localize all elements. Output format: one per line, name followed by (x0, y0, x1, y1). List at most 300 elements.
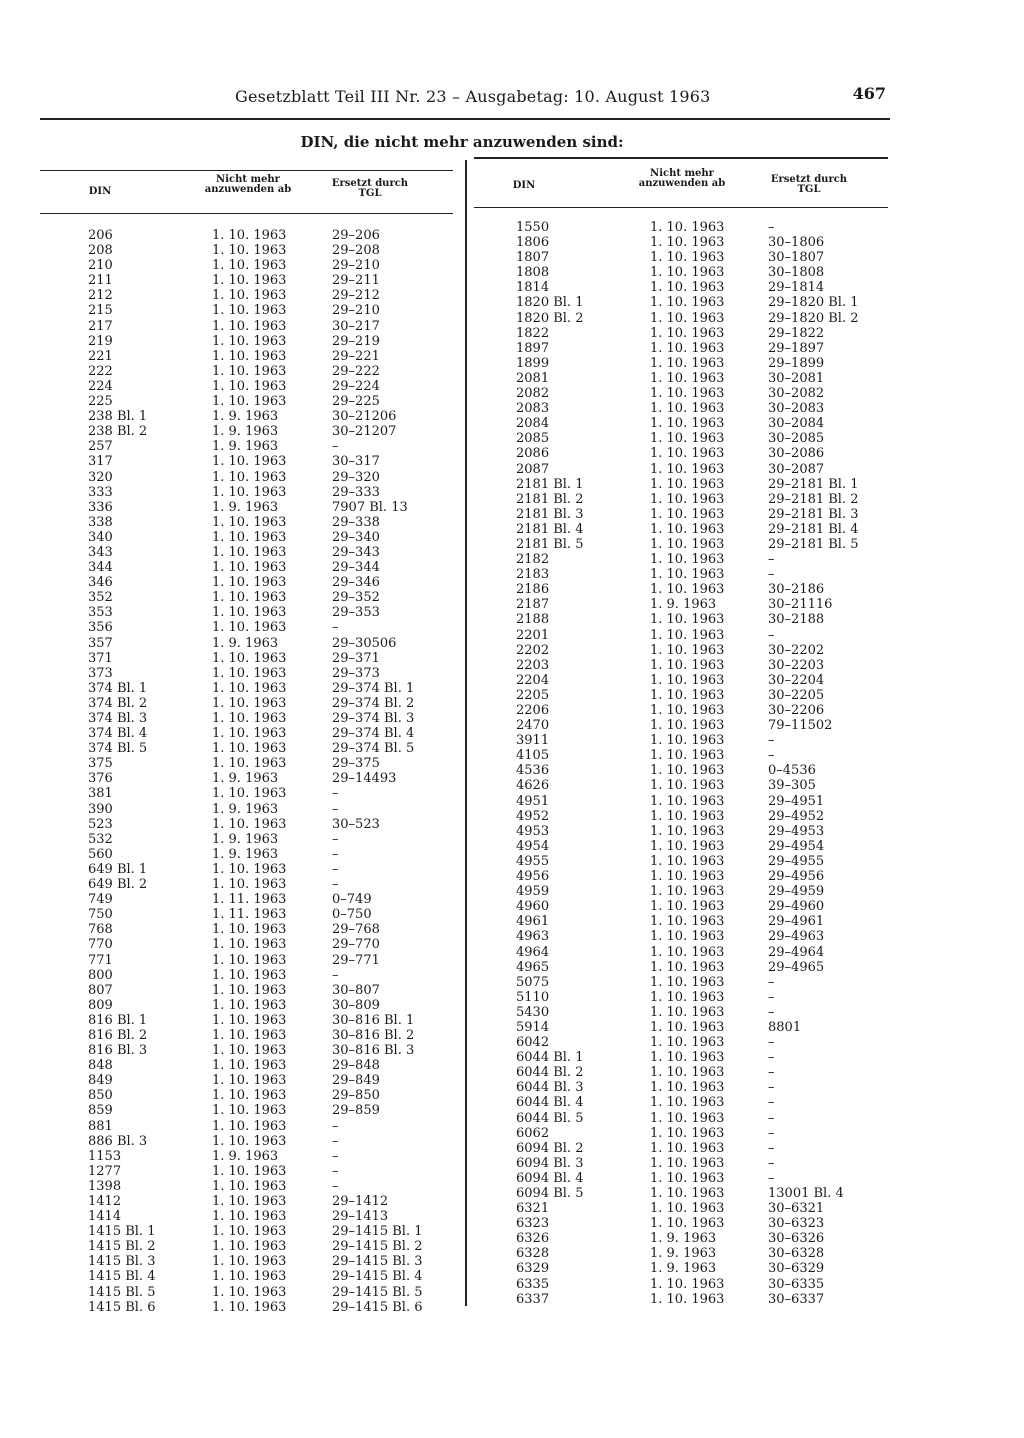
din-number: 850 (88, 1088, 113, 1104)
table-row (40, 726, 453, 741)
replacement-tgl: 29–208 (332, 243, 380, 259)
table-row (40, 877, 453, 892)
replacement-tgl: 30–2081 (768, 370, 825, 386)
table-row (40, 1134, 453, 1149)
replacement-tgl: 29–375 (332, 756, 380, 772)
table-row (474, 1065, 888, 1080)
withdrawal-date: 1. 10. 1963 (650, 431, 725, 447)
replacement-tgl: 29–1897 (768, 340, 825, 356)
withdrawal-date: 1. 10. 1963 (212, 243, 287, 259)
withdrawal-date: 1. 10. 1963 (212, 590, 287, 606)
replacement-tgl: 13001 Bl. 4 (768, 1186, 844, 1201)
din-number: 1822 (516, 325, 550, 341)
withdrawal-date: 1. 10. 1963 (650, 446, 725, 462)
replacement-tgl: 30–21206 (332, 409, 397, 425)
din-number: 1415 Bl. 5 (88, 1284, 156, 1300)
withdrawal-date: 1. 10. 1963 (212, 1284, 287, 1300)
withdrawal-date: 1. 10. 1963 (650, 869, 725, 885)
table-row (40, 1269, 453, 1284)
table-row (474, 703, 888, 718)
withdrawal-date: 1. 10. 1963 (212, 318, 287, 334)
table-row (40, 1179, 453, 1194)
din-number: 6323 (516, 1216, 550, 1232)
table-row (474, 295, 888, 310)
table-row (474, 658, 888, 673)
withdrawal-date: 1. 10. 1963 (650, 280, 725, 296)
replacement-tgl: 30–2204 (768, 672, 825, 688)
din-number: 1897 (516, 340, 550, 356)
replacement-tgl: 39–305 (768, 778, 816, 794)
table-row (40, 349, 453, 364)
replacement-tgl: 29–2181 Bl. 4 (768, 521, 859, 537)
replacement-tgl: 30–2188 (768, 612, 825, 628)
table-row (40, 681, 453, 696)
din-number: 2182 (516, 552, 550, 568)
withdrawal-date: 1. 10. 1963 (650, 1216, 725, 1232)
din-number: 4952 (516, 808, 550, 824)
withdrawal-date: 1. 10. 1963 (212, 303, 287, 319)
replacement-tgl: 29–4959 (768, 884, 825, 900)
din-number: 238 Bl. 2 (88, 424, 148, 440)
withdrawal-date: 1. 10. 1963 (650, 1276, 725, 1292)
withdrawal-date: 1. 10. 1963 (212, 665, 287, 681)
din-number: 816 Bl. 2 (88, 1027, 148, 1043)
din-number: 2181 Bl. 4 (516, 521, 584, 537)
replacement-tgl: – (768, 1004, 775, 1020)
din-number: 2181 Bl. 3 (516, 506, 584, 522)
replacement-tgl: 30–317 (332, 454, 380, 470)
table-row (40, 470, 453, 485)
withdrawal-date: 1. 10. 1963 (212, 575, 287, 591)
withdrawal-date: 1. 10. 1963 (650, 1140, 725, 1156)
withdrawal-date: 1. 10. 1963 (212, 786, 287, 802)
withdrawal-date: 1. 10. 1963 (650, 823, 725, 839)
din-number: 649 Bl. 2 (88, 877, 148, 893)
withdrawal-date: 1. 10. 1963 (650, 582, 725, 598)
replacement-tgl: 30–816 Bl. 3 (332, 1043, 415, 1059)
replacement-tgl: 29–30506 (332, 635, 397, 651)
din-number: 1277 (88, 1163, 122, 1179)
replacement-tgl: 30–807 (332, 982, 380, 998)
table-row (474, 1292, 888, 1307)
din-number: 1153 (88, 1148, 122, 1164)
replacement-tgl: – (768, 1155, 775, 1171)
din-number: 750 (88, 907, 113, 923)
withdrawal-date: 1. 10. 1963 (212, 378, 287, 394)
withdrawal-date: 1. 10. 1963 (212, 258, 287, 274)
replacement-tgl: 7907 Bl. 13 (332, 499, 408, 515)
table-row (40, 711, 453, 726)
table-row (474, 809, 888, 824)
withdrawal-date: 1. 11. 1963 (212, 907, 287, 923)
din-number: 212 (88, 288, 113, 304)
din-number: 649 Bl. 1 (88, 861, 148, 877)
table-row (474, 220, 888, 235)
withdrawal-date: 1. 10. 1963 (212, 1178, 287, 1194)
din-number: 210 (88, 258, 113, 274)
replacement-tgl: 30–2186 (768, 582, 825, 598)
din-number: 4953 (516, 823, 550, 839)
table-row (474, 235, 888, 250)
table-row (474, 718, 888, 733)
table-row (40, 1119, 453, 1134)
din-number: 2181 Bl. 2 (516, 491, 584, 507)
withdrawal-date: 1. 10. 1963 (650, 1186, 725, 1201)
table-row (40, 968, 453, 983)
table-row (40, 334, 453, 349)
replacement-tgl: 29–771 (332, 952, 380, 968)
din-number: 215 (88, 303, 113, 319)
column-header-nicht-mehr: Nicht mehr anzuwenden ab (638, 168, 726, 189)
table-row (474, 280, 888, 295)
withdrawal-date: 1. 10. 1963 (650, 1095, 725, 1111)
withdrawal-date: 1. 10. 1963 (212, 1133, 287, 1149)
withdrawal-date: 1. 10. 1963 (650, 914, 725, 930)
din-number: 771 (88, 952, 113, 968)
din-number: 809 (88, 997, 113, 1013)
table-row (474, 643, 888, 658)
din-number: 257 (88, 439, 113, 455)
replacement-tgl: 29–344 (332, 560, 380, 576)
replacement-tgl: 29–1820 Bl. 1 (768, 295, 859, 311)
din-number: 2186 (516, 582, 550, 598)
table-row (474, 326, 888, 341)
din-number: 2202 (516, 642, 550, 658)
replacement-tgl: 0–4536 (768, 763, 816, 779)
din-number: 4956 (516, 869, 550, 885)
replacement-tgl: 29–219 (332, 333, 380, 349)
din-number: 374 Bl. 1 (88, 680, 148, 696)
table-row (40, 575, 453, 590)
withdrawal-date: 1. 9. 1963 (212, 771, 279, 787)
withdrawal-date: 1. 10. 1963 (650, 310, 725, 326)
replacement-tgl: 29–2181 Bl. 2 (768, 491, 859, 507)
din-number: 338 (88, 514, 113, 530)
withdrawal-date: 1. 10. 1963 (212, 952, 287, 968)
withdrawal-date: 1. 10. 1963 (650, 295, 725, 311)
din-number: 317 (88, 454, 113, 470)
table-row (40, 1164, 453, 1179)
replacement-tgl: 30–6329 (768, 1261, 825, 1277)
replacement-tgl: 29–1413 (332, 1209, 389, 1225)
withdrawal-date: 1. 10. 1963 (650, 491, 725, 507)
withdrawal-date: 1. 10. 1963 (212, 514, 287, 530)
withdrawal-date: 1. 9. 1963 (212, 801, 279, 817)
replacement-tgl: 29–1814 (768, 280, 825, 296)
table-row (40, 666, 453, 681)
table-row (40, 515, 453, 530)
withdrawal-date: 1. 9. 1963 (212, 409, 279, 425)
replacement-tgl: 29–225 (332, 394, 380, 410)
din-number: 6042 (516, 1035, 550, 1051)
din-number: 1415 Bl. 6 (88, 1299, 156, 1315)
table-row (474, 341, 888, 356)
din-table-right (474, 157, 888, 1307)
withdrawal-date: 1. 10. 1963 (212, 1163, 287, 1179)
replacement-tgl: 29–374 Bl. 1 (332, 680, 415, 696)
replacement-tgl: 29–224 (332, 378, 380, 394)
table-row (40, 907, 453, 922)
table-row (474, 492, 888, 507)
din-table-left (40, 170, 453, 1315)
table-row (474, 763, 888, 778)
replacement-tgl: 29–4960 (768, 899, 825, 915)
replacement-tgl: 30–2203 (768, 657, 825, 673)
table-row (40, 786, 453, 801)
withdrawal-date: 1. 9. 1963 (650, 597, 717, 613)
withdrawal-date: 1. 10. 1963 (650, 1291, 725, 1307)
replacement-tgl: 30–2085 (768, 431, 825, 447)
replacement-tgl: 30–2087 (768, 461, 825, 477)
replacement-tgl: 30–21207 (332, 424, 397, 440)
table-row (40, 590, 453, 605)
replacement-tgl: 30–6335 (768, 1276, 825, 1292)
replacement-tgl: 0–749 (332, 892, 372, 908)
replacement-tgl: 29–4951 (768, 793, 825, 809)
table-row (40, 651, 453, 666)
replacement-tgl: 29–374 Bl. 4 (332, 726, 415, 742)
replacement-tgl: 30–2206 (768, 703, 825, 718)
withdrawal-date: 1. 10. 1963 (650, 703, 725, 718)
table-row (474, 462, 888, 477)
withdrawal-date: 1. 10. 1963 (212, 1254, 287, 1270)
replacement-tgl: 30–2082 (768, 386, 825, 402)
withdrawal-date: 1. 10. 1963 (650, 838, 725, 854)
din-number: 353 (88, 605, 113, 621)
din-number: 2085 (516, 431, 550, 447)
table-row (40, 243, 453, 258)
withdrawal-date: 1. 10. 1963 (212, 1118, 287, 1134)
table-row (474, 1005, 888, 1020)
withdrawal-date: 1. 10. 1963 (650, 1080, 725, 1096)
din-number: 2201 (516, 627, 550, 643)
din-number: 6337 (516, 1291, 550, 1307)
din-number: 357 (88, 635, 113, 651)
table-row (40, 1285, 453, 1300)
table-row (474, 1020, 888, 1035)
din-number: 4626 (516, 778, 550, 794)
table-row (474, 1201, 888, 1216)
din-number: 2086 (516, 446, 550, 462)
din-number: 2188 (516, 612, 550, 628)
withdrawal-date: 1. 10. 1963 (650, 853, 725, 869)
din-number: 2084 (516, 416, 550, 432)
withdrawal-date: 1. 10. 1963 (650, 763, 725, 779)
withdrawal-date: 1. 10. 1963 (650, 642, 725, 658)
table-row (40, 1073, 453, 1088)
table-row (474, 975, 888, 990)
withdrawal-date: 1. 10. 1963 (212, 560, 287, 576)
table-row (40, 1194, 453, 1209)
table-row (40, 1058, 453, 1073)
din-number: 2087 (516, 461, 550, 477)
replacement-tgl: – (768, 1080, 775, 1096)
table-row (40, 409, 453, 424)
din-number: 532 (88, 831, 113, 847)
withdrawal-date: 1. 9. 1963 (212, 439, 279, 455)
withdrawal-date: 1. 10. 1963 (650, 989, 725, 1005)
table-row (474, 854, 888, 869)
table-body-right (474, 220, 888, 1307)
table-row (474, 1095, 888, 1110)
withdrawal-date: 1. 10. 1963 (650, 733, 725, 749)
replacement-tgl: 29–374 Bl. 3 (332, 711, 415, 726)
withdrawal-date: 1. 10. 1963 (212, 741, 287, 757)
replacement-tgl: 30–809 (332, 997, 380, 1013)
replacement-tgl: – (332, 967, 339, 983)
din-number: 1415 Bl. 2 (88, 1239, 156, 1255)
withdrawal-date: 1. 10. 1963 (650, 687, 725, 703)
din-number: 6062 (516, 1125, 550, 1141)
table-row (40, 1028, 453, 1043)
din-number: 1899 (516, 355, 550, 371)
table-row (40, 620, 453, 635)
withdrawal-date: 1. 10. 1963 (650, 1170, 725, 1186)
withdrawal-date: 1. 9. 1963 (212, 831, 279, 847)
din-number: 6094 Bl. 5 (516, 1186, 584, 1201)
din-number: 849 (88, 1073, 113, 1089)
table-row (474, 612, 888, 627)
withdrawal-date: 1. 10. 1963 (650, 567, 725, 583)
withdrawal-date: 1. 10. 1963 (650, 476, 725, 492)
table-row (40, 922, 453, 937)
din-number: 3911 (516, 733, 550, 749)
withdrawal-date: 1. 10. 1963 (650, 974, 725, 990)
replacement-tgl: 29–4965 (768, 959, 825, 975)
din-number: 1415 Bl. 3 (88, 1254, 156, 1270)
replacement-tgl: 29–338 (332, 514, 380, 530)
din-number: 859 (88, 1103, 113, 1119)
replacement-tgl: 30–6326 (768, 1231, 825, 1247)
column-header-din: DIN (512, 180, 536, 191)
table-row (40, 258, 453, 273)
table-row (474, 1156, 888, 1171)
din-number: 219 (88, 333, 113, 349)
withdrawal-date: 1. 10. 1963 (212, 1239, 287, 1255)
din-number: 5110 (516, 989, 550, 1005)
withdrawal-date: 1. 10. 1963 (650, 235, 725, 251)
din-number: 848 (88, 1058, 113, 1074)
withdrawal-date: 1. 10. 1963 (212, 922, 287, 938)
replacement-tgl: 30–816 Bl. 2 (332, 1027, 415, 1043)
din-number: 6044 Bl. 4 (516, 1095, 584, 1111)
table-row (40, 303, 453, 318)
table-row (40, 817, 453, 832)
replacement-tgl: – (768, 1095, 775, 1111)
table-row (474, 960, 888, 975)
withdrawal-date: 1. 10. 1963 (212, 544, 287, 560)
withdrawal-date: 1. 10. 1963 (650, 1004, 725, 1020)
din-number: 211 (88, 273, 113, 289)
din-number: 881 (88, 1118, 113, 1134)
withdrawal-date: 1. 10. 1963 (212, 333, 287, 349)
din-number: 2082 (516, 386, 550, 402)
withdrawal-date: 1. 11. 1963 (212, 892, 287, 908)
withdrawal-date: 1. 10. 1963 (212, 484, 287, 500)
table-row (40, 862, 453, 877)
table-row (474, 733, 888, 748)
withdrawal-date: 1. 10. 1963 (212, 348, 287, 364)
replacement-tgl: – (768, 1050, 775, 1066)
din-number: 2204 (516, 672, 550, 688)
withdrawal-date: 1. 10. 1963 (650, 340, 725, 356)
replacement-tgl: 29–320 (332, 469, 380, 485)
replacement-tgl: 79–11502 (768, 718, 833, 734)
table-row (40, 756, 453, 771)
table-row (474, 356, 888, 371)
din-number: 5430 (516, 1004, 550, 1020)
replacement-tgl: 29–859 (332, 1103, 380, 1119)
din-number: 352 (88, 590, 113, 606)
din-number: 1415 Bl. 1 (88, 1224, 156, 1240)
withdrawal-date: 1. 10. 1963 (212, 967, 287, 983)
din-number: 224 (88, 378, 113, 394)
withdrawal-date: 1. 10. 1963 (212, 650, 287, 666)
withdrawal-date: 1. 10. 1963 (650, 370, 725, 386)
table-row (474, 1277, 888, 1292)
replacement-tgl: 29–211 (332, 273, 380, 289)
table-row (474, 1171, 888, 1186)
column-header-din: DIN (88, 186, 112, 197)
withdrawal-date: 1. 10. 1963 (212, 1194, 287, 1209)
replacement-tgl: 30–2083 (768, 401, 825, 417)
din-number: 1814 (516, 280, 550, 296)
din-number: 807 (88, 982, 113, 998)
din-number: 375 (88, 756, 113, 772)
din-number: 6094 Bl. 4 (516, 1170, 584, 1186)
column-divider (465, 160, 467, 1306)
din-number: 2083 (516, 401, 550, 417)
table-row (40, 485, 453, 500)
replacement-tgl: 30–6321 (768, 1201, 825, 1217)
withdrawal-date: 1. 10. 1963 (650, 521, 725, 537)
replacement-tgl: – (332, 831, 339, 847)
table-row (40, 364, 453, 379)
replacement-tgl: – (768, 567, 775, 583)
table-row (474, 1141, 888, 1156)
table-row (474, 265, 888, 280)
withdrawal-date: 1. 10. 1963 (650, 959, 725, 975)
withdrawal-date: 1. 9. 1963 (212, 499, 279, 515)
withdrawal-date: 1. 10. 1963 (650, 627, 725, 643)
din-number: 346 (88, 575, 113, 591)
replacement-tgl: 29–849 (332, 1073, 380, 1089)
din-number: 373 (88, 665, 113, 681)
withdrawal-date: 1. 10. 1963 (212, 861, 287, 877)
replacement-tgl: 29–4953 (768, 823, 825, 839)
table-row (40, 983, 453, 998)
withdrawal-date: 1. 10. 1963 (212, 816, 287, 832)
din-number: 2181 Bl. 5 (516, 536, 584, 552)
table-row (474, 1186, 888, 1201)
table-row (40, 605, 453, 620)
replacement-tgl: 29–2181 Bl. 5 (768, 536, 859, 552)
replacement-tgl: 29–340 (332, 529, 380, 545)
gazette-title: Gesetzblatt Teil III Nr. 23 – Ausgabetag: 10. August 1963 (235, 87, 711, 106)
table-body-left (40, 228, 453, 1315)
withdrawal-date: 1. 10. 1963 (650, 220, 725, 235)
withdrawal-date: 1. 10. 1963 (212, 605, 287, 621)
table-row (474, 477, 888, 492)
withdrawal-date: 1. 9. 1963 (650, 1231, 717, 1247)
replacement-tgl: 8801 (768, 1019, 802, 1035)
withdrawal-date: 1. 10. 1963 (650, 748, 725, 764)
withdrawal-date: 1. 10. 1963 (212, 529, 287, 545)
table-row (474, 1246, 888, 1261)
withdrawal-date: 1. 9. 1963 (212, 424, 279, 440)
withdrawal-date: 1. 9. 1963 (212, 1148, 279, 1164)
din-number: 6044 Bl. 3 (516, 1080, 584, 1096)
